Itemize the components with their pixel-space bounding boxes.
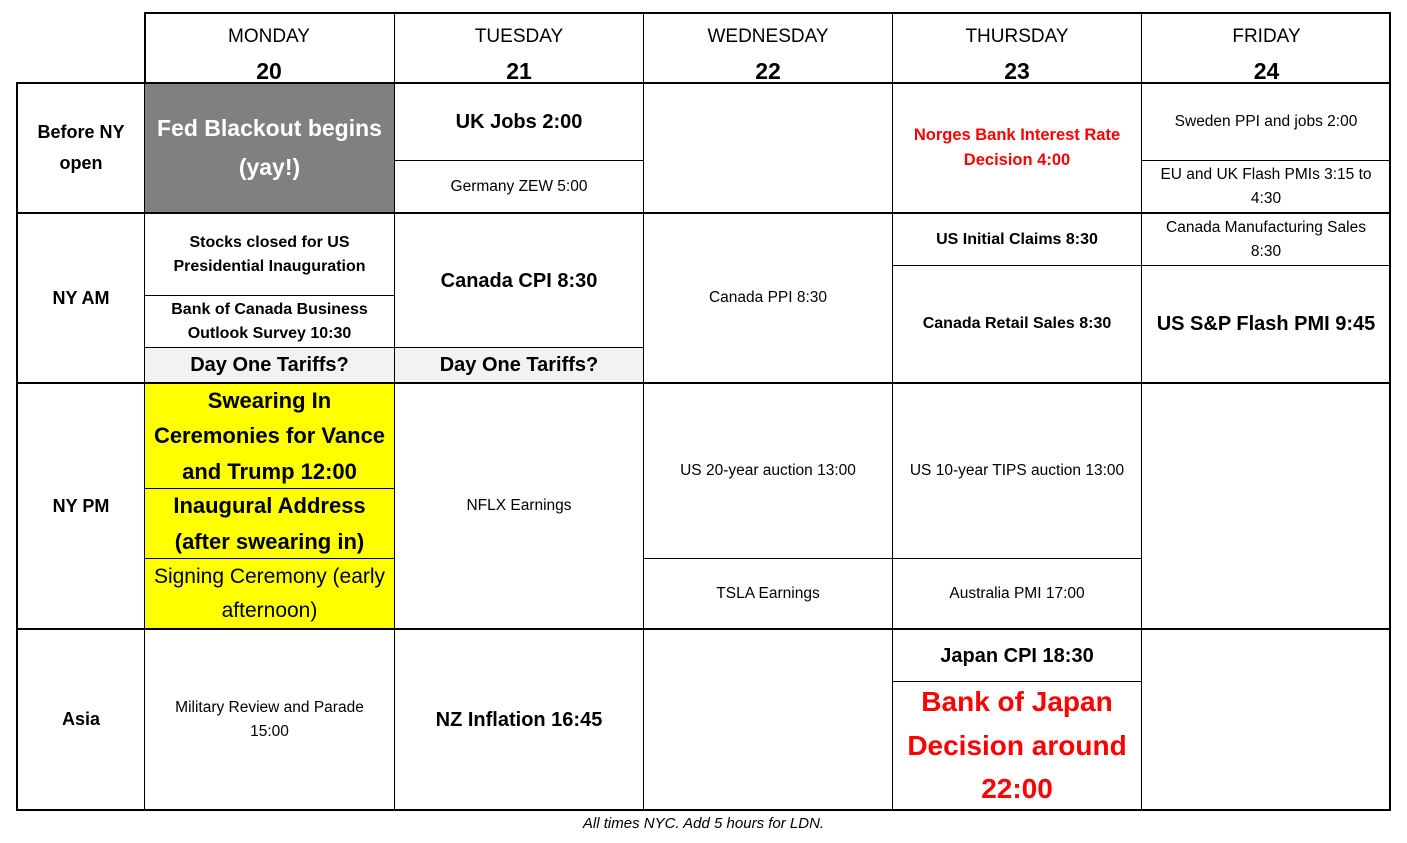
- event-fed-blackout: Fed Blackout begins (yay!): [145, 84, 394, 212]
- event-us-20-year-auction: US 20-year auction 13:00: [680, 462, 856, 480]
- row-label-ny-pm: NY PM: [52, 495, 110, 516]
- event-sweden-ppi: Sweden PPI and jobs 2:00: [1174, 113, 1358, 131]
- day-number: 20: [256, 58, 282, 84]
- day-number: 24: [1253, 58, 1280, 84]
- event-tsla-earnings: TSLA Earnings: [716, 584, 820, 602]
- day-name: MONDAY: [228, 26, 310, 47]
- event-us-initial-claims: US Initial Claims 8:30: [936, 230, 1098, 248]
- event-inaugural-address: Inaugural Address (after swearing in): [145, 489, 394, 558]
- event-us-10-year-tips-auction: US 10-year TIPS auction 13:00: [909, 462, 1125, 480]
- event-japan-cpi: Japan CPI 18:30: [940, 644, 1094, 667]
- row-label-asia: Asia: [61, 709, 101, 730]
- day-header-thursday: [892, 12, 1141, 83]
- event-canada-cpi: Canada CPI 8:30: [440, 269, 598, 292]
- event-military-review: Military Review and Parade 15:00: [175, 699, 364, 740]
- day-header-friday: [1141, 12, 1391, 83]
- day-number: 21: [506, 58, 532, 84]
- event-canada-retail-sales: Canada Retail Sales 8:30: [922, 315, 1112, 332]
- event-canada-ppi: Canada PPI 8:30: [708, 289, 828, 307]
- row-label-ny-am: NY AM: [52, 287, 110, 308]
- day-name: FRIDAY: [1232, 26, 1301, 47]
- day-name: WEDNESDAY: [707, 26, 829, 47]
- row-label-before-ny-open: Before NY open: [37, 122, 125, 173]
- event-norges-bank: Norges Bank Interest Rate Decision 4:00: [913, 126, 1121, 169]
- event-stocks-closed: Stocks closed for US Presidential Inauguration: [173, 233, 366, 275]
- event-eu-uk-flash-pmis: EU and UK Flash PMIs 3:15 to 4:30: [1160, 166, 1372, 207]
- event-nflx-earnings: NFLX Earnings: [466, 497, 572, 515]
- event-germany-zew: Germany ZEW 5:00: [450, 177, 588, 195]
- day-number: 23: [1004, 58, 1030, 84]
- day-number: 22: [755, 58, 781, 84]
- event-day-one-tariffs-tue: Day One Tariffs?: [395, 348, 643, 382]
- day-header-monday: [144, 12, 394, 83]
- event-signing-ceremony: Signing Ceremony (early afternoon): [145, 559, 394, 628]
- day-name: TUESDAY: [474, 26, 564, 47]
- event-australia-pmi: Australia PMI 17:00: [949, 584, 1085, 602]
- event-boc-outlook-survey: Bank of Canada Business Outlook Survey 10:30: [171, 300, 368, 342]
- event-uk-jobs: UK Jobs 2:00: [455, 111, 583, 133]
- event-canada-manufacturing-sales: Canada Manufacturing Sales 8:30: [1166, 219, 1366, 260]
- day-name: THURSDAY: [965, 26, 1069, 47]
- event-nz-inflation: NZ Inflation 16:45: [435, 708, 603, 731]
- day-header-wednesday: [643, 12, 892, 83]
- event-us-sp-flash-pmi: US S&P Flash PMI 9:45: [1156, 313, 1376, 335]
- event-swearing-in: Swearing In Ceremonies for Vance and Trump 12:00: [145, 384, 394, 488]
- day-header-tuesday: [394, 12, 643, 83]
- footnote: All times NYC. Add 5 hours for LDN.: [582, 815, 825, 832]
- event-boj-decision: Bank of Japan Decision around 22:00: [907, 686, 1127, 805]
- event-day-one-tariffs-mon: Day One Tariffs?: [145, 348, 394, 382]
